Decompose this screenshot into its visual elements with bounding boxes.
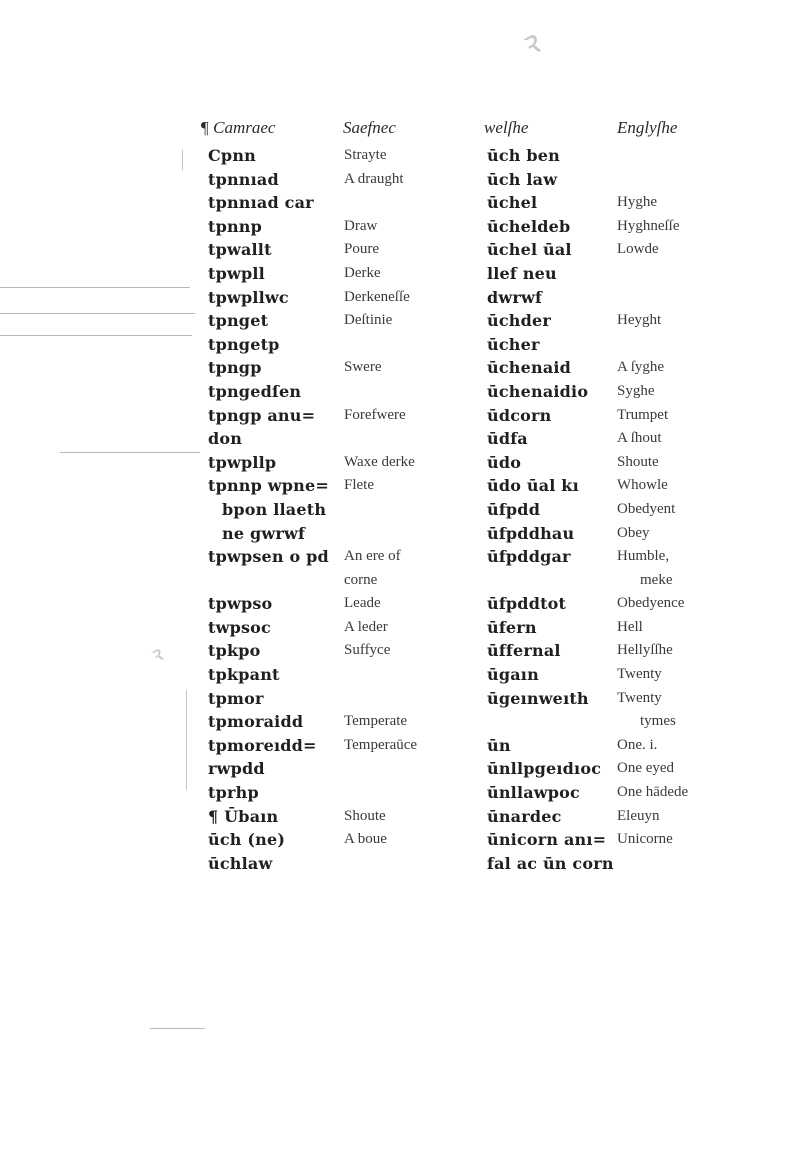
header-welshe: welſhe xyxy=(484,118,529,137)
list-item xyxy=(0,404,800,428)
list-item xyxy=(0,238,800,262)
entry-camraec: tpwpso xyxy=(208,594,273,614)
entry-welshe: ūfpddgar xyxy=(487,547,571,567)
entry-englyshe: Obedyence xyxy=(617,595,685,612)
entry-saefnec: Derkeneſſe xyxy=(344,288,410,305)
entry-saefnec: An ere of xyxy=(344,548,401,565)
entry-welshe: ūchel ūal xyxy=(487,240,572,260)
entry-englyshe: Unicorne xyxy=(617,831,673,848)
list-item xyxy=(0,639,800,663)
bleed-through-mark: ꝛ xyxy=(144,642,168,670)
list-item xyxy=(0,380,800,404)
entry-saefnec: Forefwere xyxy=(344,406,406,423)
entry-englyshe: Obedyent xyxy=(617,500,676,517)
entry-saefnec: Waxe derke xyxy=(344,453,415,470)
entry-welshe: ūcher xyxy=(487,334,540,354)
header-englyshe: Englyſhe xyxy=(617,118,678,137)
entry-camraec: tpnnıad xyxy=(208,169,279,189)
entry-saefnec: A draught xyxy=(344,170,404,187)
entry-saefnec: A boue xyxy=(344,831,387,848)
entry-saefnec: corne xyxy=(344,571,378,588)
entry-camraec: tpmoraidd xyxy=(208,712,304,732)
entry-camraec: rwpdd xyxy=(208,759,265,779)
entry-camraec: tpnnp wpne= xyxy=(208,476,329,496)
entry-englyshe: Shoute xyxy=(617,453,659,470)
entry-camraec: ¶ Ūbaın xyxy=(208,806,279,826)
entry-camraec: tpwpllp xyxy=(208,452,277,472)
entry-welshe: ūnllawpoc xyxy=(487,783,580,803)
list-item xyxy=(0,144,800,168)
entry-saefnec: Deſtinie xyxy=(344,312,393,329)
entry-saefnec: Strayte xyxy=(344,147,387,163)
entry-camraec: ne gwrwf xyxy=(222,523,306,543)
entry-englyshe: Hyghneſſe xyxy=(617,217,680,234)
list-item xyxy=(0,286,800,310)
list-item xyxy=(0,333,800,357)
entry-welshe: ūchenaidio xyxy=(487,381,589,401)
column-header xyxy=(0,118,800,142)
entry-welshe: ūfpddtot xyxy=(487,594,567,614)
entry-camraec: tpkpant xyxy=(208,665,280,685)
entry-englyshe: One hādede xyxy=(617,784,689,801)
list-item xyxy=(0,262,800,286)
entry-englyshe: Eleuyn xyxy=(617,807,660,824)
list-item xyxy=(0,757,800,781)
entry-welshe: ūch law xyxy=(487,169,558,189)
entry-welshe: ūchder xyxy=(487,311,552,331)
header-saefnec: Saefnec xyxy=(343,118,396,137)
entry-englyshe: Twenty xyxy=(617,689,662,706)
entry-welshe: ūffernal xyxy=(487,641,561,661)
entry-camraec: tpwpllwc xyxy=(208,287,289,307)
entry-englyshe: One. i. xyxy=(617,736,658,753)
entry-camraec: tpkpo xyxy=(208,641,261,661)
margin-line xyxy=(150,1028,205,1029)
entry-welshe: ūcheldeb xyxy=(487,216,571,236)
entry-englyshe: Syghe xyxy=(617,382,655,399)
entry-englyshe: Whowle xyxy=(617,477,668,494)
entry-saefnec: Swere xyxy=(344,359,382,376)
entry-camraec: tprhp xyxy=(208,783,259,803)
list-item xyxy=(0,687,800,711)
entry-saefnec: Temperaūce xyxy=(344,736,418,753)
entry-camraec: tpngedſen xyxy=(208,381,302,401)
entry-englyshe: meke xyxy=(640,571,673,588)
entry-englyshe: A ſhout xyxy=(617,430,662,447)
entry-englyshe: A ſyghe xyxy=(617,359,665,376)
list-item xyxy=(0,545,800,569)
entry-welshe: ūdcorn xyxy=(487,405,552,425)
entry-saefnec: Leade xyxy=(344,595,381,612)
list-item xyxy=(0,215,800,239)
entry-welshe: ūch ben xyxy=(487,146,560,165)
entry-welshe: ūgeınweıth xyxy=(487,688,589,708)
entry-welshe: ūnllpgeıdıoc xyxy=(487,759,602,779)
entry-welshe: ūchel xyxy=(487,193,538,213)
entry-camraec: tpmor xyxy=(208,688,264,708)
entry-camraec: don xyxy=(208,429,243,449)
list-item xyxy=(0,805,800,829)
entry-englyshe: Hyghe xyxy=(617,194,657,211)
entry-englyshe: tymes xyxy=(640,713,676,730)
list-item xyxy=(0,522,800,546)
entry-camraec: tpwallt xyxy=(208,240,272,260)
entry-camraec: tpwpll xyxy=(208,263,265,283)
entry-welshe: ūdo xyxy=(487,452,522,472)
entry-camraec: tpngetp xyxy=(208,334,280,354)
entry-englyshe: One eyed xyxy=(617,760,675,777)
list-item xyxy=(0,828,800,852)
entry-saefnec: Derke xyxy=(344,264,381,281)
list-item xyxy=(0,781,800,805)
entry-englyshe: Trumpet xyxy=(617,406,669,423)
entry-camraec: ūch (ne) xyxy=(208,830,286,850)
list-item xyxy=(0,710,800,734)
list-item xyxy=(0,616,800,640)
entry-welshe: ūfpddhau xyxy=(487,523,575,543)
entry-englyshe: Humble, xyxy=(617,548,670,565)
list-item xyxy=(0,356,800,380)
entry-welshe: ūdo ūal kı xyxy=(487,476,579,496)
entry-camraec: tpnget xyxy=(208,311,269,331)
entry-welshe: ūgaın xyxy=(487,665,539,685)
list-item xyxy=(0,451,800,475)
entry-englyshe: Hell xyxy=(617,618,643,635)
entry-welshe: ūnardec xyxy=(487,806,562,826)
list-item xyxy=(0,663,800,687)
entry-camraec: ūchlaw xyxy=(208,853,273,873)
entry-saefnec: Shoute xyxy=(344,807,386,824)
header-camraec: ¶ Camraec xyxy=(200,118,276,137)
entry-welshe: fal ac ūn corn xyxy=(487,853,614,873)
entry-saefnec: A leder xyxy=(344,618,388,635)
entry-welshe: dwrwf xyxy=(487,287,543,307)
entry-welshe: ūfpdd xyxy=(487,499,541,519)
entry-welshe: ūfern xyxy=(487,617,537,637)
entry-camraec: Cpnn xyxy=(208,146,256,165)
entry-welshe: ūchenaid xyxy=(487,358,572,378)
entry-englyshe: Obey xyxy=(617,524,650,541)
entry-englyshe: Heyght xyxy=(617,312,662,329)
list-item xyxy=(0,427,800,451)
entry-camraec: tpngp xyxy=(208,358,262,378)
entry-saefnec: Draw xyxy=(344,217,378,234)
entry-englyshe: Hellyſſhe xyxy=(617,642,673,659)
list-item xyxy=(0,592,800,616)
entry-saefnec: Flete xyxy=(344,477,374,494)
list-item xyxy=(0,309,800,333)
list-item xyxy=(0,191,800,215)
entry-camraec: tpwpsen o pd xyxy=(208,547,329,567)
list-item xyxy=(0,734,800,758)
entry-welshe: llef neu xyxy=(487,263,557,283)
entry-camraec: tpmoreıdd= xyxy=(208,735,317,755)
entry-camraec: tpngp anu= xyxy=(208,405,316,425)
entry-camraec: twpsoc xyxy=(208,617,271,637)
list-item xyxy=(0,168,800,192)
list-item xyxy=(0,852,800,876)
list-item xyxy=(0,474,800,498)
entry-camraec: bpon llaeth xyxy=(222,499,327,519)
entry-welshe: ūdfa xyxy=(487,429,528,449)
entry-camraec: tpnnıad car xyxy=(208,193,314,213)
list-item xyxy=(0,498,800,522)
entry-welshe: ūnicorn anı= xyxy=(487,830,607,850)
entry-englyshe: Lowde xyxy=(617,241,659,258)
entry-englyshe: Twenty xyxy=(617,666,662,683)
entry-welshe: ūn xyxy=(487,735,511,755)
entry-list xyxy=(0,144,800,875)
list-item xyxy=(0,569,800,593)
entry-saefnec: Poure xyxy=(344,241,379,258)
entry-saefnec: Temperate xyxy=(344,713,408,730)
bleed-through-mark: ꝛ xyxy=(512,23,547,67)
entry-camraec: tpnnp xyxy=(208,216,263,236)
entry-saefnec: Suffyce xyxy=(344,642,391,659)
